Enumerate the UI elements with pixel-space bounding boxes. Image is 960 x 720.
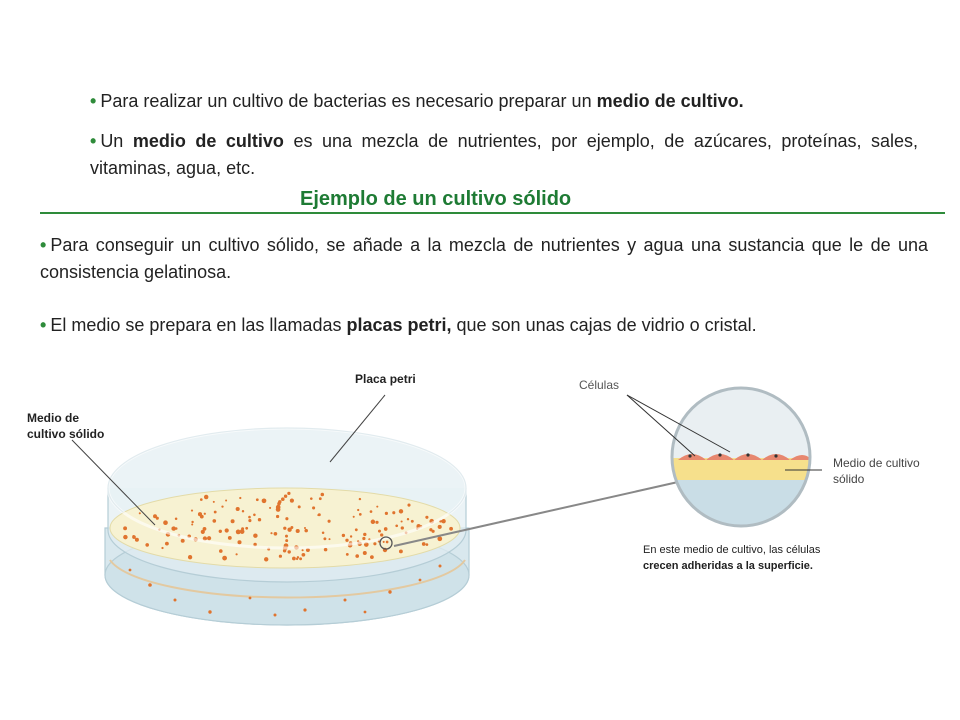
- colony-dot: [290, 526, 293, 529]
- colony-dot: [276, 505, 281, 510]
- colony-dot: [329, 538, 331, 540]
- colony-dot: [285, 517, 288, 520]
- bullet-icon: •: [40, 315, 47, 335]
- colony-dot: [207, 536, 211, 540]
- colony-dot: [135, 538, 139, 542]
- section-text: Para conseguir un cultivo sólido, se añade a la mezcla de nutrientes y agua una sustancia que le de una consistencia gelatinosa.: [40, 235, 928, 282]
- colony-dot: [284, 495, 287, 498]
- colony-dot: [242, 510, 244, 512]
- intro-bold-text: medio de cultivo: [132, 131, 284, 151]
- label-line: cultivo sólido: [27, 427, 105, 441]
- colony-dot: [370, 555, 374, 559]
- colony-dot: [264, 557, 268, 561]
- colony-dot: [237, 540, 241, 544]
- colony-dot: [363, 533, 366, 536]
- colony-dot: [285, 535, 288, 538]
- colony-dot: [355, 528, 358, 531]
- petri-dish-illustration: [0, 340, 960, 670]
- colony-dot: [191, 510, 193, 512]
- colony-dot: [392, 511, 395, 514]
- section-bold-text: placas petri,: [346, 315, 452, 335]
- label-petri: Placa petri: [355, 372, 416, 386]
- intro-paragraph-2: [90, 128, 918, 182]
- colony-dot: [231, 519, 235, 523]
- colony-dot: [204, 513, 206, 515]
- label-line: sólido: [833, 472, 865, 486]
- colony-dot: [222, 556, 227, 561]
- colony-dot: [171, 527, 175, 531]
- colony-dot: [274, 532, 278, 536]
- colony-dot: [278, 500, 281, 503]
- colony-dot: [324, 548, 328, 552]
- bullet-icon: •: [90, 91, 97, 111]
- colony-dot: [345, 539, 348, 542]
- colony-dot: [213, 501, 215, 503]
- colony-dot: [253, 514, 256, 517]
- colony-dot: [239, 497, 241, 499]
- colony-dot: [357, 509, 359, 511]
- colony-dot: [302, 549, 304, 551]
- colony-dot: [145, 543, 149, 547]
- label-line: Medio de cultivo: [833, 456, 920, 470]
- colony-dot: [302, 553, 306, 557]
- colony-dot: [163, 520, 168, 525]
- colony-dot: [322, 531, 325, 534]
- figure-caption: [643, 542, 820, 574]
- colony-dot: [422, 542, 426, 546]
- colony-dot: [312, 506, 315, 509]
- colony-dot: [438, 525, 442, 529]
- petri-dish: [105, 428, 469, 625]
- colony-dot: [411, 520, 414, 523]
- section-paragraph-2: [40, 312, 928, 339]
- colony-dot: [191, 521, 193, 523]
- heading-rule: [40, 212, 945, 214]
- colony-dot: [283, 527, 286, 530]
- colony-dot: [200, 498, 203, 501]
- label-medio-cultivo-right: [833, 455, 958, 487]
- colony-dot: [212, 519, 216, 523]
- colony-dot: [342, 534, 345, 537]
- colony-dot: [175, 527, 178, 530]
- colony-dot: [362, 537, 365, 540]
- colony-dot: [281, 497, 285, 501]
- colony-dot: [175, 517, 178, 520]
- colony-dot: [296, 529, 300, 533]
- colony-dot: [256, 498, 259, 501]
- colony-dot: [376, 506, 378, 508]
- colony-dot: [262, 498, 267, 503]
- zoom-detail: [672, 388, 812, 530]
- colony-dot: [270, 532, 272, 534]
- colony-dot: [298, 505, 301, 508]
- colony-dot: [225, 528, 229, 532]
- colony-dot: [359, 513, 362, 516]
- colony-dot: [328, 520, 331, 523]
- caption-line-bold: crecen adheridas a la superficie.: [643, 560, 813, 572]
- intro-paragraph-1: [90, 88, 930, 115]
- bullet-icon: •: [90, 131, 97, 151]
- colony-dot: [370, 510, 373, 513]
- colony-dot: [236, 553, 238, 555]
- colony-dot: [299, 557, 302, 560]
- colony-dot: [385, 512, 388, 515]
- colony-dot: [323, 537, 326, 540]
- colony-dot: [204, 495, 208, 499]
- intro-text: es una mezcla de nutrientes, por ejemplo, de azúcares, proteínas, sales, vitaminas, agua, etc.: [90, 131, 919, 178]
- colony-dot: [290, 499, 294, 503]
- colony-dot: [123, 526, 127, 530]
- colony-dot: [188, 555, 192, 559]
- colony-dot: [401, 520, 403, 522]
- colony-dot: [253, 533, 257, 537]
- colony-dot: [384, 527, 388, 531]
- colony-dot: [319, 497, 322, 500]
- colony-dot: [132, 535, 134, 537]
- colony-dot: [437, 536, 442, 541]
- colony-dot: [219, 549, 223, 553]
- colony-dot: [248, 519, 251, 522]
- intro-text: Un: [100, 131, 133, 151]
- colony-dot: [353, 516, 355, 518]
- colony-dot: [318, 513, 321, 516]
- colony-dot: [304, 527, 306, 529]
- colony-dot: [432, 530, 435, 533]
- colony-dot: [240, 529, 245, 534]
- colony-dot: [214, 511, 217, 514]
- colony-dot: [287, 550, 290, 553]
- colony-dot: [304, 529, 308, 533]
- section-paragraph-1: [40, 232, 928, 286]
- colony-dot: [363, 551, 367, 555]
- colony-dot: [258, 518, 261, 521]
- colony-dot: [279, 555, 282, 558]
- colony-dot: [269, 507, 271, 509]
- intro-bold-text: medio de cultivo.: [596, 91, 744, 111]
- label-medio-cultivo: [27, 410, 147, 442]
- colony-dot: [401, 526, 404, 529]
- colony-dot: [399, 549, 403, 553]
- colony-dot: [161, 547, 163, 549]
- colony-dot: [219, 530, 222, 533]
- section-text: que son unas cajas de vidrio o cristal.: [451, 315, 757, 335]
- intro-text: Para realizar un cultivo de bacterias es necesario preparar un: [100, 91, 597, 111]
- colony-dot: [285, 539, 288, 542]
- colony-dot: [181, 539, 185, 543]
- colony-dot: [426, 543, 429, 546]
- colony-dot: [346, 553, 349, 556]
- colony-dot: [296, 558, 298, 560]
- colony-dot: [380, 533, 383, 536]
- label-celulas: Células: [579, 378, 620, 392]
- colony-dot: [201, 530, 205, 534]
- colony-dot: [153, 514, 157, 518]
- colony-dot: [245, 527, 248, 530]
- colony-dot: [310, 497, 313, 500]
- colony-dot: [386, 541, 389, 544]
- colony-dot: [378, 530, 381, 533]
- bullet-icon: •: [40, 235, 47, 255]
- colony-dot: [399, 509, 403, 513]
- colony-dot: [276, 515, 279, 518]
- colony-dot: [383, 541, 385, 543]
- colony-dot: [225, 499, 227, 501]
- colony-dot: [200, 515, 204, 519]
- colony-dot: [355, 554, 359, 558]
- colony-dot: [228, 536, 232, 540]
- colony-dot: [248, 516, 251, 519]
- colony-dot: [139, 512, 141, 514]
- colony-dot: [221, 505, 223, 507]
- colony-dot: [287, 492, 290, 495]
- colony-dot: [371, 520, 375, 524]
- colony-dot: [321, 493, 325, 497]
- colony-dot: [373, 542, 376, 545]
- colony-dot: [292, 557, 296, 561]
- colony-dot: [123, 535, 127, 539]
- colony-dot: [407, 504, 410, 507]
- colony-dot: [395, 524, 398, 527]
- section-heading: Ejemplo de un cultivo sólido: [300, 188, 572, 210]
- colony-dot: [350, 535, 352, 537]
- colony-dot: [191, 523, 193, 525]
- colony-dot: [407, 518, 409, 520]
- section-text: El medio se prepara en las llamadas: [50, 315, 347, 335]
- colony-dot: [359, 498, 361, 500]
- colony-dot: [236, 507, 240, 511]
- caption-line: En este medio de cultivo, las células: [643, 544, 821, 556]
- colony-dot: [449, 527, 453, 531]
- colony-dot: [165, 542, 169, 546]
- colony-dot: [375, 521, 378, 524]
- colony-dot: [425, 516, 428, 519]
- label-line: Medio de: [27, 411, 80, 425]
